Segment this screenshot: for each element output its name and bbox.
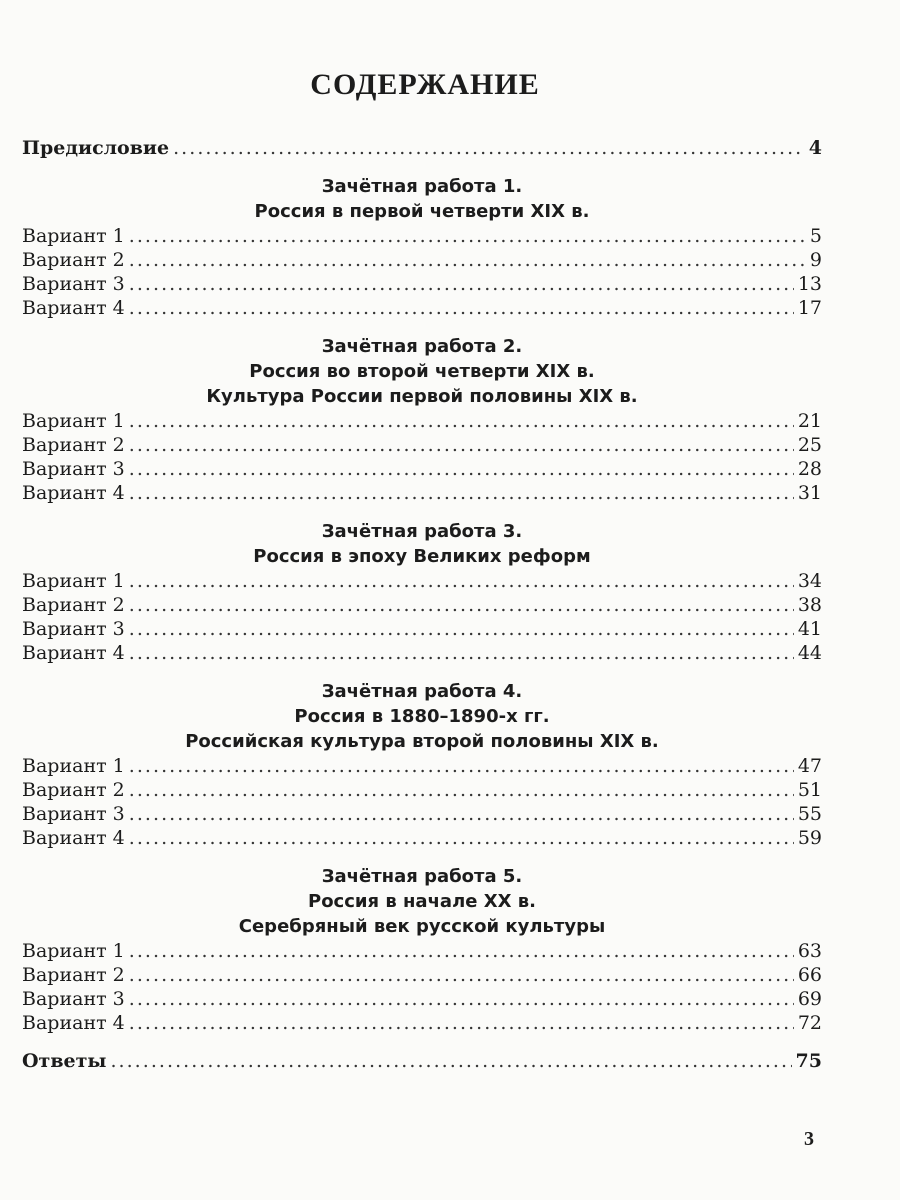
dot-leader: [110, 1049, 791, 1073]
page-number: 3: [804, 1128, 814, 1150]
toc-entry[interactable]: [22, 457, 822, 481]
dot-leader: [129, 224, 806, 248]
toc-entry-label: Вариант 3: [22, 988, 125, 1010]
dot-leader: [129, 778, 794, 802]
dot-leader: [173, 136, 805, 160]
section-subheading: Россия в эпоху Великих реформ: [253, 546, 591, 567]
toc-entry-page: 66: [797, 964, 822, 986]
section-subheading: Серебряный век русской культуры: [238, 916, 606, 937]
toc-entry[interactable]: [22, 987, 822, 1011]
section-heading: Зачётная работа 5.: [321, 866, 523, 887]
dot-leader: [129, 272, 794, 296]
toc-entry-page: 41: [797, 618, 822, 640]
toc-entry-label: Вариант 3: [22, 273, 125, 295]
toc-entry-label: Вариант 4: [22, 1012, 125, 1034]
toc-entry-label: Вариант 3: [22, 618, 125, 640]
toc-entry-page: 44: [797, 642, 822, 664]
dot-leader: [129, 1011, 794, 1035]
toc-entry-page: 4: [808, 137, 822, 159]
dot-leader: [129, 802, 794, 826]
dot-leader: [129, 409, 794, 433]
section-heading: Зачётная работа 1.: [321, 176, 523, 197]
toc-entry-page: 38: [797, 594, 822, 616]
toc-entry-label: Вариант 3: [22, 803, 125, 825]
dot-leader: [129, 248, 806, 272]
toc-section: [22, 864, 822, 1035]
toc-section: [22, 519, 822, 665]
toc-entry[interactable]: [22, 296, 822, 320]
toc-entry-label: Вариант 4: [22, 482, 125, 504]
section-subheading: Россия в 1880–1890-х гг.: [294, 706, 550, 727]
section-heading: Зачётная работа 3.: [321, 521, 523, 542]
toc-entry-page: 69: [797, 988, 822, 1010]
toc-entry-label: Вариант 2: [22, 964, 125, 986]
toc-entry-page: 9: [809, 249, 822, 271]
toc-section: [22, 679, 822, 850]
toc-entry[interactable]: [22, 433, 822, 457]
toc-entry-label: Ответы: [22, 1050, 107, 1072]
toc-entry[interactable]: [22, 1011, 822, 1035]
dot-leader: [129, 939, 794, 963]
toc-entry-page: 34: [797, 570, 822, 592]
toc-entry[interactable]: [22, 641, 822, 665]
dot-leader: [129, 754, 794, 778]
section-subheading: Российская культура второй половины XIX в.: [185, 731, 659, 752]
dot-leader: [129, 569, 794, 593]
toc-entry-page: 25: [797, 434, 822, 456]
toc-entry[interactable]: [22, 754, 822, 778]
toc-entry-page: 28: [797, 458, 822, 480]
toc-entry-page: 63: [797, 940, 822, 962]
toc-entry-page: 55: [797, 803, 822, 825]
dot-leader: [129, 593, 794, 617]
toc-entry-label: Вариант 1: [22, 940, 125, 962]
dot-leader: [129, 963, 794, 987]
toc-entry[interactable]: [22, 248, 822, 272]
dot-leader: [129, 641, 794, 665]
toc-entry-label: Вариант 2: [22, 594, 125, 616]
toc-entry[interactable]: [22, 593, 822, 617]
toc-entry-label: Вариант 2: [22, 779, 125, 801]
toc-entry-page: 75: [795, 1050, 822, 1072]
toc-entry[interactable]: [22, 272, 822, 296]
toc-entry-page: 13: [797, 273, 822, 295]
toc-entry-label: Вариант 4: [22, 642, 125, 664]
dot-leader: [129, 457, 794, 481]
toc-entry-label: Вариант 1: [22, 755, 125, 777]
section-subheading: Россия в начале XX в.: [308, 891, 536, 912]
toc-entry[interactable]: [22, 778, 822, 802]
toc-entry[interactable]: [22, 939, 822, 963]
toc-entry[interactable]: [22, 224, 822, 248]
toc-entry-label: Вариант 1: [22, 410, 125, 432]
dot-leader: [129, 826, 794, 850]
dot-leader: [129, 987, 794, 1011]
toc-entry-label: Вариант 4: [22, 827, 125, 849]
toc-entry[interactable]: [22, 963, 822, 987]
toc-entry-label: Вариант 4: [22, 297, 125, 319]
toc-entry-label: Вариант 3: [22, 458, 125, 480]
toc-entry[interactable]: [22, 409, 822, 433]
dot-leader: [129, 296, 794, 320]
section-heading: Зачётная работа 4.: [321, 681, 523, 702]
toc-entry[interactable]: [22, 481, 822, 505]
toc-entry-label: Вариант 1: [22, 570, 125, 592]
toc-section: [22, 174, 822, 320]
toc-entry-label: Вариант 1: [22, 225, 125, 247]
toc-entry[interactable]: [22, 802, 822, 826]
section-subheading: Культура России первой половины XIX в.: [206, 386, 638, 407]
dot-leader: [129, 433, 794, 457]
toc-section: [22, 334, 822, 505]
toc-entry-label: Вариант 2: [22, 434, 125, 456]
toc-entry-page: 51: [797, 779, 822, 801]
toc-entry-page: 59: [797, 827, 822, 849]
toc-entry-preface[interactable]: [22, 136, 822, 160]
section-subheading: Россия в первой четверти XIX в.: [254, 201, 590, 222]
dot-leader: [129, 617, 794, 641]
toc-entry-page: 47: [797, 755, 822, 777]
toc-entry-label: Вариант 2: [22, 249, 125, 271]
dot-leader: [129, 481, 794, 505]
toc-entry-page: 21: [797, 410, 822, 432]
toc-entry-page: 31: [797, 482, 822, 504]
toc-entry-page: 17: [797, 297, 822, 319]
page-title: СОДЕРЖАНИЕ: [310, 68, 540, 101]
section-subheading: Россия во второй четверти XIX в.: [249, 361, 595, 382]
toc-entry-answers[interactable]: [22, 1049, 822, 1073]
toc-entry[interactable]: [22, 569, 822, 593]
toc-entry-page: 72: [797, 1012, 822, 1034]
toc-entry-label: Предисловие: [22, 137, 170, 159]
toc-entry[interactable]: [22, 617, 822, 641]
section-heading: Зачётная работа 2.: [321, 336, 523, 357]
toc-entry[interactable]: [22, 826, 822, 850]
table-of-contents: [22, 136, 822, 1073]
toc-entry-page: 5: [809, 225, 822, 247]
